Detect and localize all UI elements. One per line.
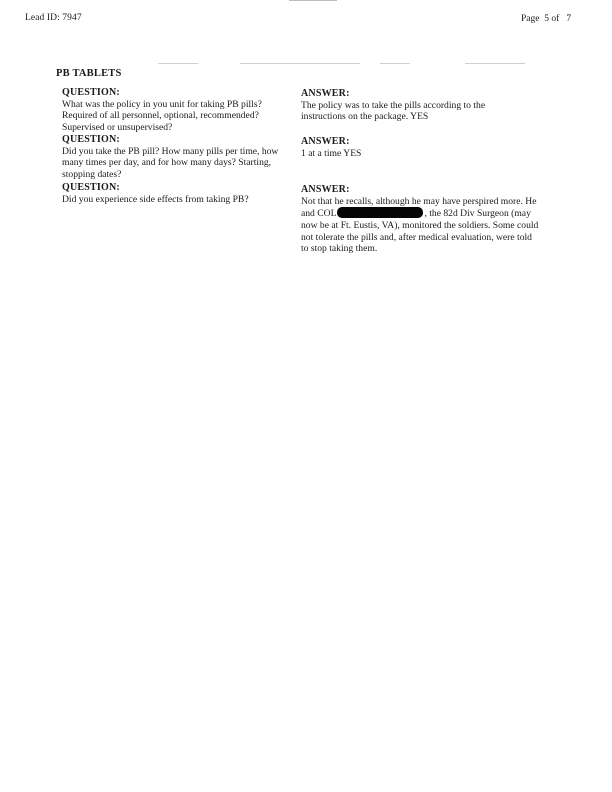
answer-text: The policy was to take the pills according to the instructions on the package. YES [301, 99, 486, 123]
question-label: QUESTION: [62, 87, 120, 98]
scan-top-rule [289, 0, 337, 1]
answer-text-part2: , the 82d Div Surgeon (may now be at Ft. Eustis, VA), monitored the soldiers. Some could not tolerate the pills and, after medical evaluation, were told to stop taking them. [301, 208, 539, 255]
question-block [62, 182, 294, 205]
question-block [62, 134, 294, 181]
question-label: QUESTION: [62, 134, 120, 145]
answer-label: ANSWER: [301, 88, 350, 99]
question-text: Did you take the PB pill? How many pills per time, how many times per day, and for how many days? Starting, stopping dates? [62, 145, 279, 180]
answer-text-part1: Not that he recalls, although he may have perspired more. He and COL [301, 195, 537, 220]
page-number: Page 5 of 7 [521, 14, 572, 24]
scan-artifact-line [240, 63, 360, 64]
question-label: QUESTION: [62, 182, 120, 193]
question-block [62, 87, 294, 134]
answer-block [301, 88, 526, 123]
lead-id: Lead ID: 7947 [25, 13, 82, 23]
scan-artifact-line [380, 63, 410, 64]
answer-block [301, 136, 526, 159]
answer-text [301, 196, 541, 255]
answer-block [301, 184, 541, 255]
question-text: Did you experience side effects from taking PB? [62, 193, 249, 205]
scan-artifact-line [158, 63, 198, 64]
question-text: What was the policy in you unit for taking PB pills? Required of all personnel, optional, recommended? Supervised or unsupervised? [62, 98, 262, 133]
answer-label: ANSWER: [301, 136, 350, 147]
redaction-mark [337, 207, 423, 218]
answer-label: ANSWER: [301, 184, 350, 195]
scan-artifact-line [465, 63, 525, 64]
answer-text: 1 at a time YES [301, 147, 362, 159]
section-title: PB TABLETS [56, 68, 122, 79]
